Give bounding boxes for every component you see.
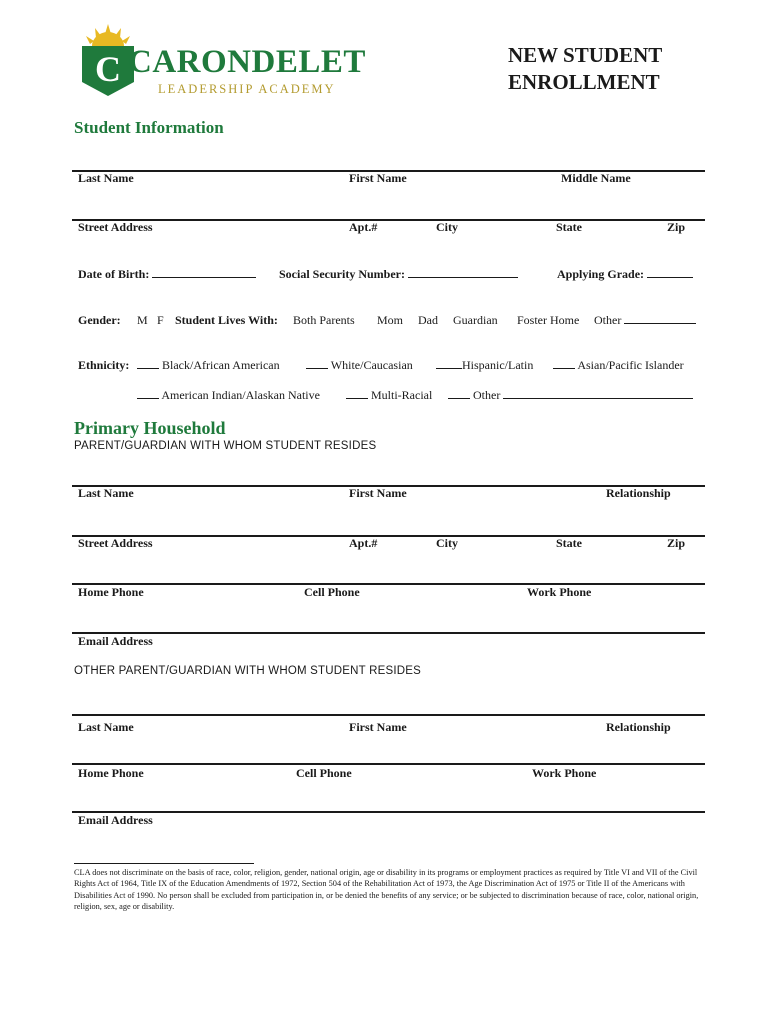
non-discrimination-notice: CLA does not discriminate on the basis of race, color, religion, gender, national origin, age or disability in its programs or employment practices as required by Title VI and VII of the Civil Rights Act of 1964, Title IX of the Education Amendments of 1972, Section 504 of the Rehabilitation Act of 1973, the Age Discrimination Act of 1975 or Title II of the Americans with Disabilities Act of 1990. No person shall be excluded from participation in, or be denied the benefits of any service; or be subjected to discrimination because of race, color, national origin, religion, sex, age or disability.	[74, 868, 699, 911]
household-first-name-field[interactable]: First Name	[349, 486, 407, 500]
other-cell-phone-field[interactable]: Cell Phone	[296, 766, 352, 780]
other-last-name-field[interactable]: Last Name	[78, 720, 134, 734]
checkbox-line[interactable]	[346, 388, 368, 399]
lives-option-guardian[interactable]: Guardian	[453, 313, 498, 327]
checkbox-line[interactable]	[448, 388, 470, 399]
grade-input-line[interactable]	[647, 267, 693, 278]
other-first-name-field[interactable]: First Name	[349, 720, 407, 734]
divider	[72, 632, 705, 634]
dob-label: Date of Birth:	[78, 267, 150, 281]
footnote-rule	[74, 863, 254, 864]
ethnicity-asian-label: Asian/Pacific Islander	[577, 358, 684, 372]
household-relationship-field[interactable]: Relationship	[606, 486, 671, 500]
dob-field[interactable]	[78, 267, 256, 282]
ethnicity-hispanic-label: Hispanic/Latin	[462, 358, 534, 372]
divider	[72, 811, 705, 813]
student-first-name-field[interactable]: First Name	[349, 171, 407, 185]
household-apt-field[interactable]: Apt.#	[349, 536, 378, 550]
student-state-field[interactable]: State	[556, 220, 582, 234]
primary-household-subtitle: PARENT/GUARDIAN WITH WHOM STUDENT RESIDES	[74, 440, 377, 452]
student-apt-field[interactable]: Apt.#	[349, 220, 378, 234]
ethnicity-option-black[interactable]	[137, 358, 280, 373]
checkbox-line[interactable]	[306, 358, 328, 369]
student-middle-name-field[interactable]: Middle Name	[561, 171, 631, 185]
gender-option-f[interactable]: F	[157, 313, 164, 327]
gender-label: Gender:	[78, 313, 121, 327]
divider	[72, 219, 705, 221]
household-state-field[interactable]: State	[556, 536, 582, 550]
ethnicity-option-other[interactable]	[448, 388, 693, 403]
ethnicity-black-label: Black/African American	[162, 358, 280, 372]
svg-text:C: C	[95, 49, 121, 89]
other-relationship-field[interactable]: Relationship	[606, 720, 671, 734]
lives-option-mom[interactable]: Mom	[377, 313, 404, 327]
ethnicity-multi-label: Multi-Racial	[371, 388, 433, 402]
other-email-field[interactable]: Email Address	[78, 813, 153, 827]
other-guardian-subtitle: OTHER PARENT/GUARDIAN WITH WHOM STUDENT RESIDES	[74, 665, 421, 677]
student-street-field[interactable]: Street Address	[78, 220, 153, 234]
primary-household-heading: Primary Household	[74, 418, 226, 438]
logo-subtitle: LEADERSHIP ACADEMY	[158, 82, 336, 96]
lives-option-dad[interactable]: Dad	[418, 313, 438, 327]
divider	[72, 583, 705, 585]
ssn-label: Social Security Number:	[279, 267, 405, 281]
student-last-name-field[interactable]: Last Name	[78, 171, 134, 185]
checkbox-line[interactable]	[137, 358, 159, 369]
household-zip-field[interactable]: Zip	[667, 536, 686, 550]
other-work-phone-field[interactable]: Work Phone	[532, 766, 597, 780]
lives-option-other[interactable]	[594, 313, 696, 328]
lives-other-label: Other	[594, 313, 622, 327]
household-cell-phone-field[interactable]: Cell Phone	[304, 585, 360, 599]
student-zip-field[interactable]: Zip	[667, 220, 686, 234]
checkbox-line[interactable]	[553, 358, 575, 369]
ethnicity-option-white[interactable]	[306, 358, 413, 373]
title-line-2: ENROLLMENT	[508, 70, 660, 94]
ethnicity-label: Ethnicity:	[78, 358, 130, 372]
checkbox-line[interactable]	[436, 358, 462, 369]
divider	[72, 714, 705, 716]
other-home-phone-field[interactable]: Home Phone	[78, 766, 144, 780]
ethnicity-other-label: Other	[473, 388, 501, 402]
title-line-1: NEW STUDENT	[508, 43, 663, 67]
grade-label: Applying Grade:	[557, 267, 645, 281]
ethnicity-other-input-line[interactable]	[503, 388, 693, 399]
lives-other-input-line[interactable]	[624, 313, 696, 324]
document-title	[508, 42, 662, 96]
ssn-field[interactable]	[279, 267, 518, 282]
gender-option-m[interactable]: M	[137, 313, 148, 327]
ethnicity-option-asian[interactable]	[553, 358, 684, 373]
grade-field[interactable]	[557, 267, 693, 282]
household-home-phone-field[interactable]: Home Phone	[78, 585, 144, 599]
logo-wordmark: CARONDELET	[128, 44, 366, 80]
ssn-input-line[interactable]	[408, 267, 518, 278]
lives-option-foster-home[interactable]: Foster Home	[517, 313, 580, 327]
ethnicity-option-hispanic[interactable]	[436, 358, 533, 373]
ethnicity-option-multi[interactable]	[346, 388, 432, 403]
divider	[72, 763, 705, 765]
divider	[72, 535, 705, 537]
student-city-field[interactable]: City	[436, 220, 458, 234]
ethnicity-option-native[interactable]	[137, 388, 320, 403]
household-last-name-field[interactable]: Last Name	[78, 486, 134, 500]
lives-option-both-parents[interactable]: Both Parents	[293, 313, 355, 327]
ethnicity-native-label: American Indian/Alaskan Native	[161, 388, 320, 402]
lives-with-label: Student Lives With:	[175, 313, 278, 327]
household-city-field[interactable]: City	[436, 536, 458, 550]
dob-input-line[interactable]	[152, 267, 256, 278]
student-info-heading: Student Information	[74, 118, 224, 137]
household-work-phone-field[interactable]: Work Phone	[527, 585, 592, 599]
ethnicity-white-label: White/Caucasian	[330, 358, 413, 372]
checkbox-line[interactable]	[137, 388, 159, 399]
household-street-field[interactable]: Street Address	[78, 536, 153, 550]
household-email-field[interactable]: Email Address	[78, 634, 153, 648]
